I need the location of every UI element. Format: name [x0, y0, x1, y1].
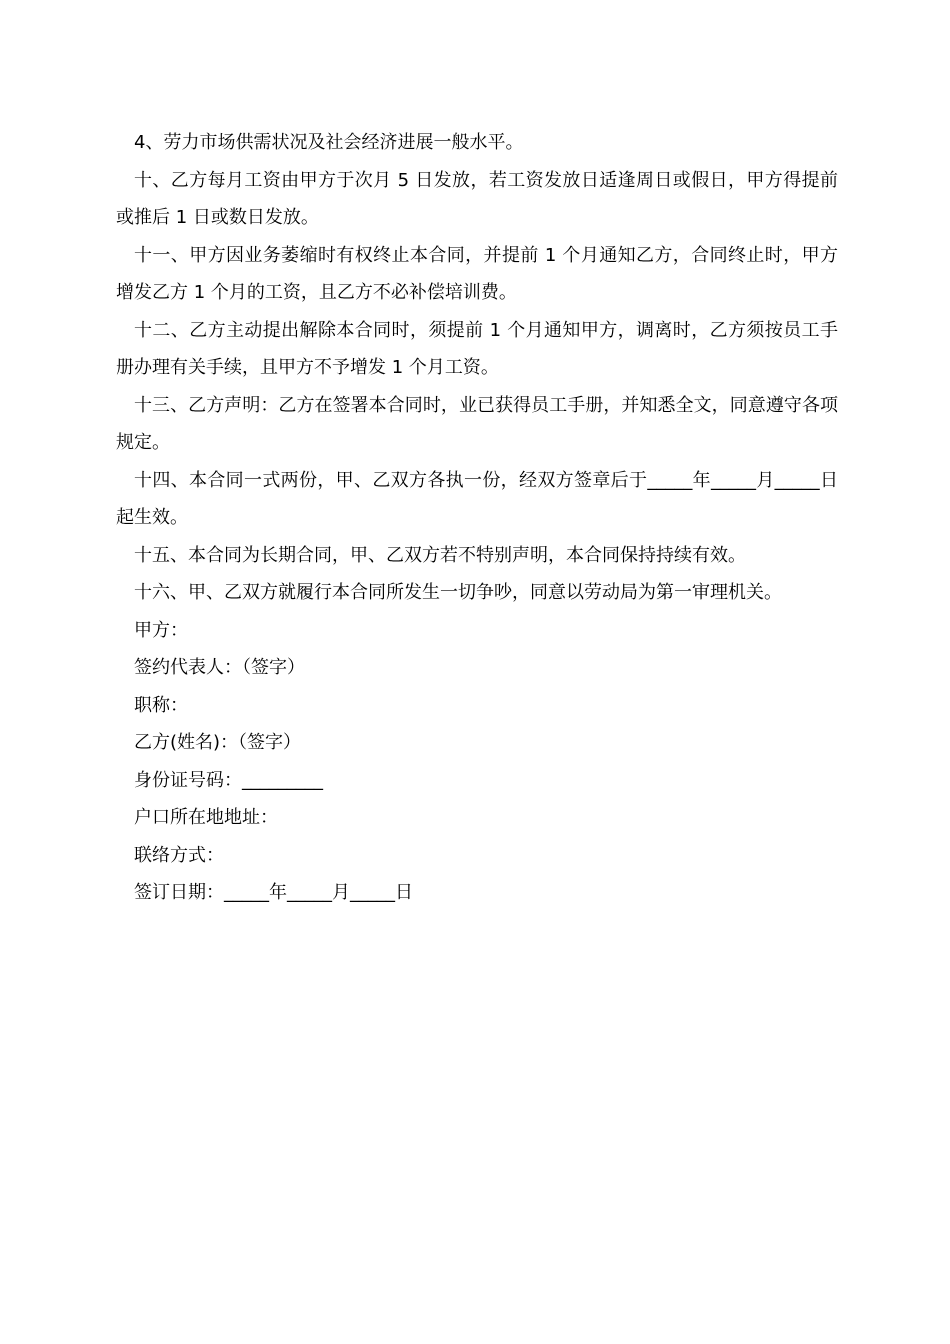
- clause-market-conditions: 4、劳力市场供需状况及社会经济进展一般水平。: [134, 132, 524, 153]
- household-address-field: 户口所在地地址：: [134, 807, 278, 828]
- clause-14-copies-effective-date: 十四、本合同一式两份，甲、乙双方各执一份，经双方签章后于_____年_____月_____日 起生效。: [116, 469, 838, 528]
- id-number-field: 身份证号码：_________: [134, 769, 323, 791]
- representative-signature-field: 签约代表人：（签字）: [134, 657, 305, 678]
- clause-10-salary-payment: 十、乙方每月工资由甲方于次月 5 日发放，若工资发放日适逢周日或假日，甲方得提前或推后 1 日或数日发放。: [116, 169, 838, 228]
- clause-11-termination-by-employer: 十一、甲方因业务萎缩时有权终止本合同，并提前 1 个月通知乙方，合同终止时，甲方增发乙方 1 个月的工资，且乙方不必补偿培训费。: [116, 244, 838, 303]
- party-a-field: 甲方：: [134, 619, 188, 641]
- party-b-signature-field: 乙方(姓名)：（签字）: [134, 732, 302, 753]
- clause-15-long-term: 十五、本合同为长期合同，甲、乙双方若不特别声明，本合同保持持续有效。: [134, 544, 746, 566]
- signing-date-field: 签订日期：_____年_____月_____日: [134, 882, 413, 903]
- clause-12-termination-by-employee: 十二、乙方主动提出解除本合同时，须提前 1 个月通知甲方，调离时，乙方须按员工手册办理有关手续，且甲方不予增发 1 个月工资。: [116, 319, 838, 378]
- contact-field: 联络方式：: [134, 844, 224, 866]
- clause-13-declaration: 十三、乙方声明：乙方在签署本合同时，业已获得员工手册，并知悉全文，同意遵守各项规定。: [116, 394, 838, 453]
- clause-16-disputes: 十六、甲、乙双方就履行本合同所发生一切争吵，同意以劳动局为第一审理机关。: [134, 582, 782, 603]
- job-title-field: 职称：: [134, 694, 188, 716]
- document-body: [116, 124, 838, 912]
